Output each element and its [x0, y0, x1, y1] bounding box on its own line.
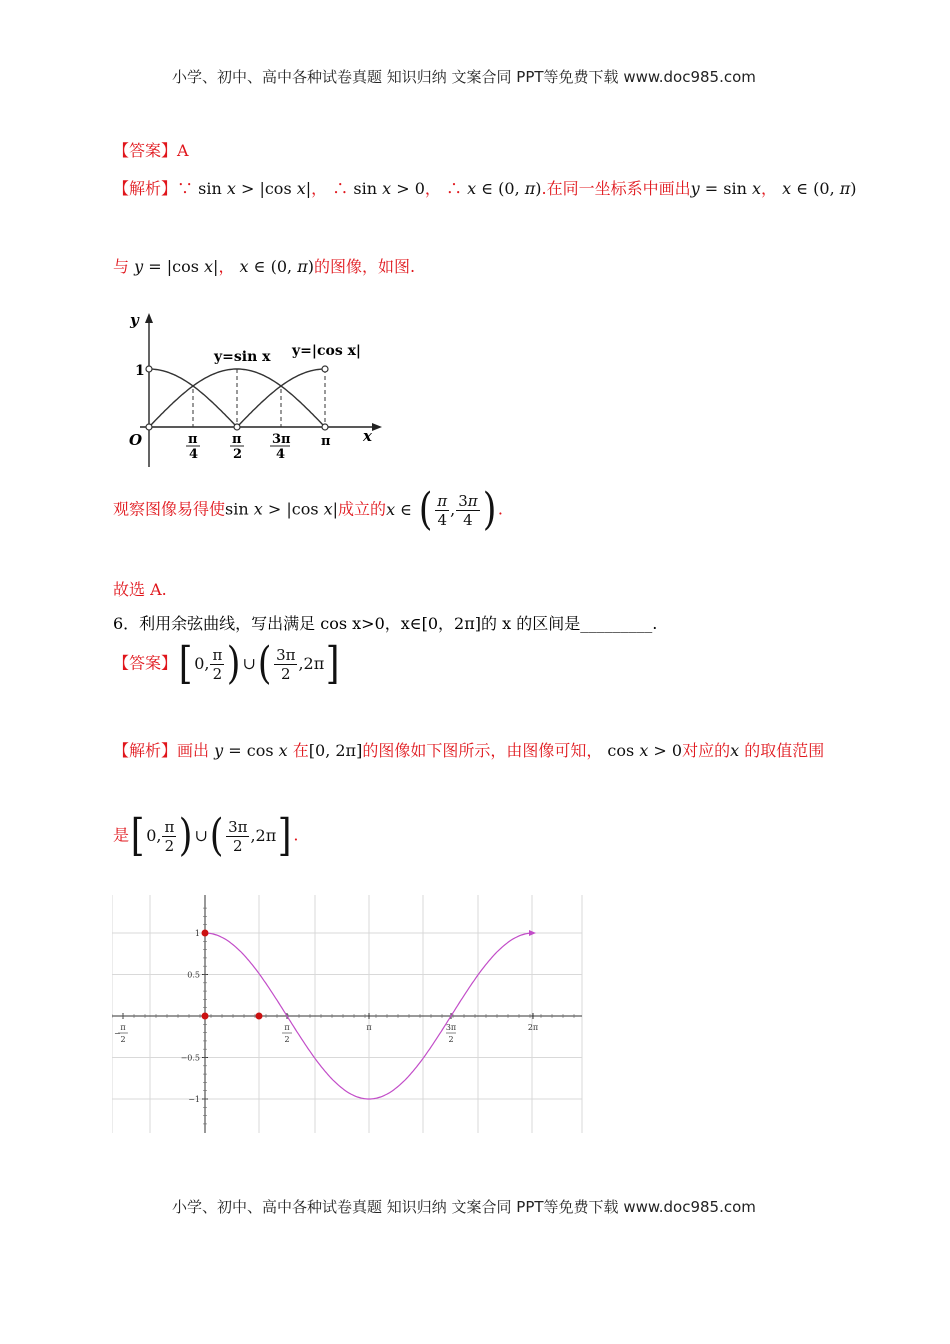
formula-sin-gt-abs-cos-2: sin x > |cos x| — [225, 499, 339, 519]
therefore-symbol: ∴ — [332, 179, 349, 198]
fig1-origin-label: O — [129, 431, 143, 449]
q6-on-text: 在 — [292, 741, 309, 760]
fig2-y-tick-label: −1 — [188, 1095, 200, 1104]
fig2-x-tick-den: 2 — [448, 1035, 454, 1044]
fig1-point-pi-1 — [322, 366, 328, 372]
fig2-y-tick-label: 1 — [194, 929, 200, 938]
fig1-x-label: x — [363, 427, 372, 445]
graph-suffix: 的图像，如图. — [313, 257, 416, 276]
formula-answer-interval-2: [ 0, $\frac{\pi}{2}$ ) ∪( $\frac{3\pi}{2}$ ,2π] — [130, 810, 292, 861]
holds-text: 成立的 — [338, 499, 387, 519]
formula-interval-pi4-3pi4: x ∈ ( $\frac{\pi}{4}$ , $\frac{3\pi}{4}$ ) — [386, 484, 497, 535]
q6-stem: 6．利用余弦曲线，写出满足 cos x>0，x∈[0，2π]的 x 的区间是_________. — [113, 614, 658, 633]
q5-analysis-line2 — [113, 254, 415, 277]
formula-y-sin: y = sin x — [690, 179, 761, 198]
formula-sin-gt-abs-cos: sin x > |cos x| — [198, 179, 312, 198]
fig2-x-tick-num: 3π — [445, 1023, 457, 1032]
draw-text: .在同一坐标系中画出 — [541, 179, 691, 198]
formula-cos-gt-0: cos x > 0 — [607, 741, 683, 760]
fig1-tick-pi4-den: 4 — [189, 447, 199, 462]
fig1-tick-3pi4-num: 3π — [272, 432, 291, 447]
fig2-x-tick-den: 2 — [284, 1035, 290, 1044]
fig2-y-tick-label: 0.5 — [187, 970, 200, 980]
formula-x-in-0-pi-2: x ∈ (0, π) — [782, 179, 857, 198]
fig1-point-0-1 — [146, 366, 152, 372]
fig1-x-arrow — [372, 423, 382, 431]
fig2-y-tick-label: −0.5 — [180, 1053, 200, 1063]
fig2-x-tick-num: 2π — [527, 1023, 539, 1032]
fig1-y-arrow — [145, 313, 153, 323]
q6-analysis-line1 — [113, 738, 824, 761]
fig2-x-tick-label — [282, 1023, 292, 1044]
formula-y-abs-cos: y = |cos x| — [134, 257, 219, 276]
fig2-x-tick-label — [366, 1023, 371, 1032]
page-header: 小学、初中、高中各种试卷真题 知识归纳 文案合同 PPT等免费下载 www.doc985.com — [172, 68, 756, 86]
q5-answer: 【答案】A — [113, 141, 189, 160]
fig2-x-tick-num: π — [284, 1023, 290, 1032]
figure-sin-abs-cos — [110, 305, 390, 475]
q6-corresponding: 对应的 — [682, 741, 731, 760]
fig1-label-abs-cos: y=|cos x| — [292, 343, 362, 359]
q6-is-text: 是 — [113, 825, 130, 845]
q6-answer — [113, 638, 341, 689]
and-text: 与 — [113, 257, 130, 276]
fig1-tick-pi2-num: π — [232, 432, 242, 447]
fig2-x-tick-label — [528, 1023, 538, 1032]
q6-analysis-label: 【解析】 — [113, 741, 178, 760]
fig1-tick-pi2 — [230, 432, 244, 462]
fig1-tick-pi4 — [186, 432, 200, 462]
q6-answer-label: 【答案】 — [113, 653, 178, 673]
fig1-point-origin — [146, 424, 152, 430]
fig2-x-tick-label — [114, 1023, 128, 1044]
fig1-y-label: y — [130, 311, 139, 329]
fig1-point-pi2 — [234, 424, 240, 430]
formula-x-in-0-pi: x ∈ (0, π) — [467, 179, 542, 198]
period: . — [497, 499, 503, 519]
figure-cos-graph — [112, 895, 587, 1135]
q6-analysis-line2 — [113, 810, 299, 861]
formula-y-cos: y = cos x — [214, 741, 288, 760]
fig2-x-tick-label — [446, 1023, 456, 1044]
formula-sin-gt-0: sin x > 0 — [353, 179, 425, 198]
var-x: x — [730, 741, 740, 760]
q5-observation — [113, 484, 503, 535]
fig2-point-x-axis — [256, 1013, 263, 1020]
fig1-tick-pi: π — [321, 434, 331, 449]
fig1-tick-pi2-den: 2 — [233, 447, 243, 462]
formula-x-in-0-pi-3: x ∈ (0, π) — [239, 257, 314, 276]
fig2-x-tick-num: π — [120, 1023, 126, 1032]
fig2-point-origin — [202, 1013, 209, 1020]
fig2-x-tick-num: π — [366, 1023, 372, 1032]
comma-4: ， — [218, 257, 235, 276]
fig2-grid — [112, 895, 582, 1133]
q5-analysis-line1 — [113, 176, 857, 199]
fig2-point-0-1 — [202, 930, 209, 937]
formula-0-2pi: [0, 2π] — [308, 741, 363, 760]
therefore-symbol-2: ∴ — [446, 179, 463, 198]
fig1-tick-3pi4-den: 4 — [276, 447, 286, 462]
comma-2: ， — [424, 179, 441, 198]
fig1-one-label: 1 — [135, 363, 145, 379]
fig2-x-tick-den: 2 — [120, 1035, 126, 1044]
q6-desc-text: 的图像如下图所示，由图像可知， — [362, 741, 603, 760]
q6-period: . — [293, 825, 299, 845]
comma: ， — [311, 179, 328, 198]
page-footer: 小学、初中、高中各种试卷真题 知识归纳 文案合同 PPT等免费下载 www.doc985.com — [172, 1198, 756, 1216]
fig1-point-pi-0 — [322, 424, 328, 430]
q5-choose: 故选 A. — [113, 580, 167, 599]
formula-answer-interval: [ 0, $\frac{\pi}{2}$ ) ∪( $\frac{3\pi}{2}$ ,2π] — [178, 638, 340, 689]
because-symbol: ∵ — [177, 179, 194, 198]
fig1-tick-3pi4 — [270, 432, 291, 462]
fig1-label-sin: y=sin x — [214, 349, 271, 365]
fig1-tick-pi4-num: π — [188, 432, 198, 447]
observe-text: 观察图像易得使 — [113, 499, 226, 519]
q6-range: 的取值范围 — [744, 741, 825, 760]
comma-3: ， — [760, 179, 777, 198]
q6-draw-text: 画出 — [177, 741, 210, 760]
analysis-label: 【解析】 — [113, 179, 178, 198]
fig2-x-tick-minus: − — [114, 1029, 121, 1038]
